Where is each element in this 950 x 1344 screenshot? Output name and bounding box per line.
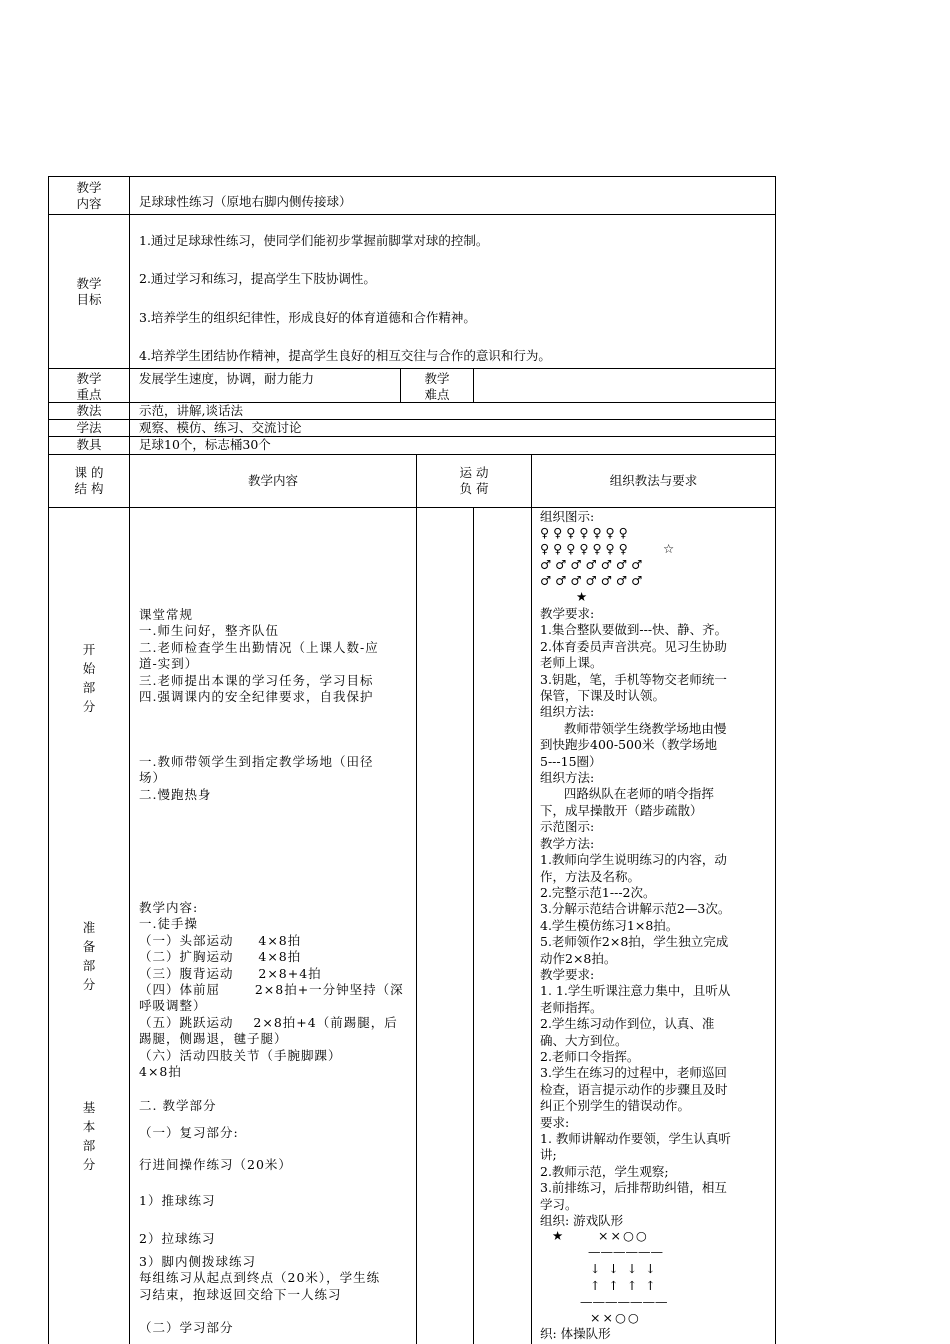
section-start-label: 开 始 部 分: [82, 642, 96, 714]
org-requirements: 教学要求: 1.集合整队要做到---快、静、齐。 2.体育委员声音洪亮。见习生协助 老师上课。 3.钥匙，笔，手机等物交老师统一 保管，下课及时认领。 组织方法: 教师带领学生绕教学场地由慢 到快跑步400-500米（教学场地 5---15圈） 组织方法: 四路纵队在老师的哨令指挥 下，成早操散开（踏步疏散） 示范图示: 教学方法: 1.教师向学生说明练习的内容，动 作，方法及名称。 2.完整示范1---2次。 3.分解示范结合讲解示范2—3次。 4.学生模仿练习1×8拍。 5.老师领作2×8拍，学生独立完成 动作2×8拍。 教学要求: 1. 1.学生听课注意力集中，且听从 老师指挥。 2.学生练习动作到位，认真、准 确、大方到位。 2.老师口令指挥。 3.学生在练习的过程中，老师巡回 检查，语言提示动作的步骤且及时 纠正个别学生的错误动作。 要求: 1. 教师讲解动作要领，学生认真听 讲; 2.教师示范，学生观察; 3.前排练习，后排帮助纠错，相互 学习。 组织: 游戏队形: [540, 606, 731, 1229]
focus-label: 教学 重点: [76, 371, 102, 402]
routine-block: 课堂常规 一.师生问好，整齐队伍 二.老师检查学生出勤情况（上课人数-应 道-实到） 三.老师提出本课的学习任务，学习目标 四.强调课内的安全纪律要求，自我保护: [139, 607, 379, 705]
content-header: 教学内容: [247, 473, 298, 488]
goal-item: 3.培养学生的组织纪律性，形成良好的体育道德和合作精神。: [139, 310, 476, 325]
org-header: 组织教法与要求: [609, 473, 698, 488]
table-border-left: [48, 176, 49, 1344]
diagram-title: 组织图示:: [540, 509, 595, 524]
goal-item: 1.通过足球球性练习，使同学们能初步掌握前脚掌对球的控制。: [139, 233, 489, 248]
content-label: 教学 内容: [76, 180, 102, 211]
game-dash-line: ———————: [580, 1294, 668, 1309]
pull-item: 2）拉球练习: [139, 1231, 216, 1246]
focus-divider: [473, 368, 474, 402]
push-item: 1）推球练习: [139, 1193, 216, 1208]
male-row: ♂ ♂ ♂ ♂ ♂ ♂ ♂: [540, 573, 643, 588]
content-column-divider: [416, 454, 417, 1344]
game-teacher-star-icon: ★: [552, 1228, 564, 1243]
load-header: 运 动 负 荷: [459, 465, 489, 496]
goal-item: 4.培养学生团结协作精神，提高学生良好的相互交往与合作的意识和行为。: [139, 348, 551, 363]
label-column-divider: [129, 176, 130, 1344]
male-row: ♂ ♂ ♂ ♂ ♂ ♂ ♂: [540, 557, 643, 572]
part2-title: 二. 教学部分: [139, 1098, 217, 1113]
teacher-star-icon: ★: [576, 589, 588, 604]
female-row: ♀ ♀ ♀ ♀ ♀ ♀ ♀: [540, 525, 628, 540]
tools-value: 足球10个，标志桶30个: [139, 437, 271, 452]
structure-header: 课 的 结 构: [74, 465, 104, 496]
arrows-up: ↑ ↑ ↑ ↑: [590, 1278, 656, 1293]
section-basic-label: 基 本 部 分: [82, 1100, 96, 1172]
study-label: 学法: [76, 420, 102, 435]
row-divider: [48, 368, 776, 369]
tools-label: 教具: [76, 437, 102, 452]
gym-formation-label: 织: 体操队形: [540, 1326, 611, 1341]
difficulty-label: 教学 难点: [424, 371, 450, 402]
method-value: 示范，讲解,谈话法: [139, 403, 243, 418]
game-dash-line: ——————: [588, 1244, 663, 1259]
goal-item: 2.通过学习和练习，提高学生下肢协调性。: [139, 271, 376, 286]
row-divider: [48, 454, 776, 455]
table-border-top: [48, 176, 776, 177]
row-divider: [48, 214, 776, 215]
game-formation-top: ××○○: [598, 1228, 649, 1243]
org-column-divider: [531, 454, 532, 1344]
method-label: 教法: [76, 403, 102, 418]
load-column-divider: [473, 507, 474, 1344]
teacher-hollow-star-icon: ☆: [663, 541, 675, 556]
learn-title: （二）学习部分: [139, 1320, 234, 1335]
goals-label: 教学 目标: [76, 276, 102, 307]
march-item: 行进间操作练习（20米）: [139, 1157, 292, 1172]
table-border-right: [775, 176, 776, 1344]
lead-block: 一.教师带领学生到指定教学场地（田径 场） 二.慢跑热身: [139, 754, 374, 802]
study-value: 观察、模仿、练习、交流讨论: [139, 420, 302, 435]
section-prep-label: 准 备 部 分: [82, 920, 96, 992]
exercise-block: 教学内容: 一.徒手操 （一）头部运动 4×8拍 （二）扩胸运动 4×8拍 （三）腹背运动 2×8+4拍 （四）体前屈 2×8拍+一分钟坚持（深 呼吸调整） （五）跳跃运动 2×8拍+4（前踢腿，后 踢腿，侧踢退，毽子腿） （六）活动四肢关节（手腕脚踝） 4×8拍: [139, 900, 404, 1080]
content-value: 足球球性练习（原地右脚内侧传接球）: [139, 194, 352, 209]
review-title: （一）复习部分:: [139, 1125, 239, 1140]
game-formation-bottom: ××○○: [590, 1310, 641, 1325]
female-row: ♀ ♀ ♀ ♀ ♀ ♀ ♀: [540, 541, 628, 556]
arrows-down: ↓ ↓ ↓ ↓: [590, 1261, 656, 1276]
header-divider: [48, 507, 776, 508]
inside-item: 3）脚内侧拨球练习 每组练习从起点到终点（20米），学生练 习结束，抱球返回交给下一人练习: [139, 1254, 381, 1302]
focus-value: 发展学生速度，协调，耐力能力: [139, 371, 315, 386]
